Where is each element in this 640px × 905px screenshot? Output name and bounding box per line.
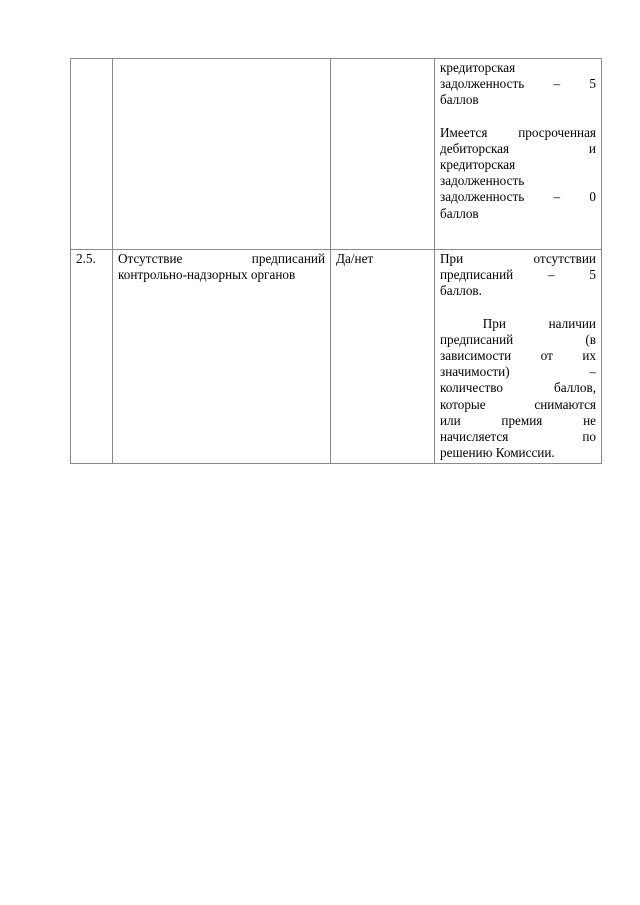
text-line: дебиторская и xyxy=(440,140,596,156)
criteria-table xyxy=(70,58,602,464)
text-line: При отсутствии xyxy=(440,251,596,266)
text-line: кредиторская xyxy=(440,157,516,173)
table-row xyxy=(71,250,602,464)
table-cell-criterion xyxy=(113,250,331,464)
text-line: задолженность – 5 xyxy=(440,76,596,92)
text-line: решению Комиссии. xyxy=(440,445,555,461)
text-line: Имеется просроченная xyxy=(440,124,596,140)
text-line: баллов xyxy=(440,92,479,108)
text-line: зависимости от их xyxy=(440,348,596,364)
scoring-paragraph xyxy=(440,60,596,109)
table-cell-number xyxy=(71,59,113,250)
text-line: значимости) – xyxy=(440,364,596,380)
text-line: которые снимаются xyxy=(440,396,596,412)
text-line: или премия не xyxy=(440,412,596,428)
table-cell-type xyxy=(331,59,435,250)
table-cell-scoring xyxy=(435,59,602,250)
scoring-paragraph xyxy=(440,316,596,462)
table-cell-criterion xyxy=(113,59,331,250)
text-line: баллов. xyxy=(440,283,482,299)
text-line: При наличии xyxy=(440,315,596,331)
table-cell-number: 2.5. xyxy=(71,250,113,464)
text-line: задолженность xyxy=(440,173,525,189)
text-line: начисляется по xyxy=(440,429,596,445)
scoring-paragraph xyxy=(440,125,596,222)
text-line: Отсутствие предписаний xyxy=(118,251,325,266)
table-row xyxy=(71,59,602,250)
text-line: предписаний (в xyxy=(440,331,596,347)
text-line: кредиторская xyxy=(440,60,516,75)
text-line: баллов xyxy=(440,205,479,221)
text-line: количество баллов, xyxy=(440,380,596,396)
table-cell-scoring xyxy=(435,250,602,464)
text-line: предписаний – 5 xyxy=(440,267,596,283)
table-cell-type: Да/нет xyxy=(331,250,435,464)
text-line: контрольно-надзорных органов xyxy=(118,267,296,283)
text-line: задолженность – 0 xyxy=(440,189,596,205)
scoring-paragraph xyxy=(440,251,596,300)
